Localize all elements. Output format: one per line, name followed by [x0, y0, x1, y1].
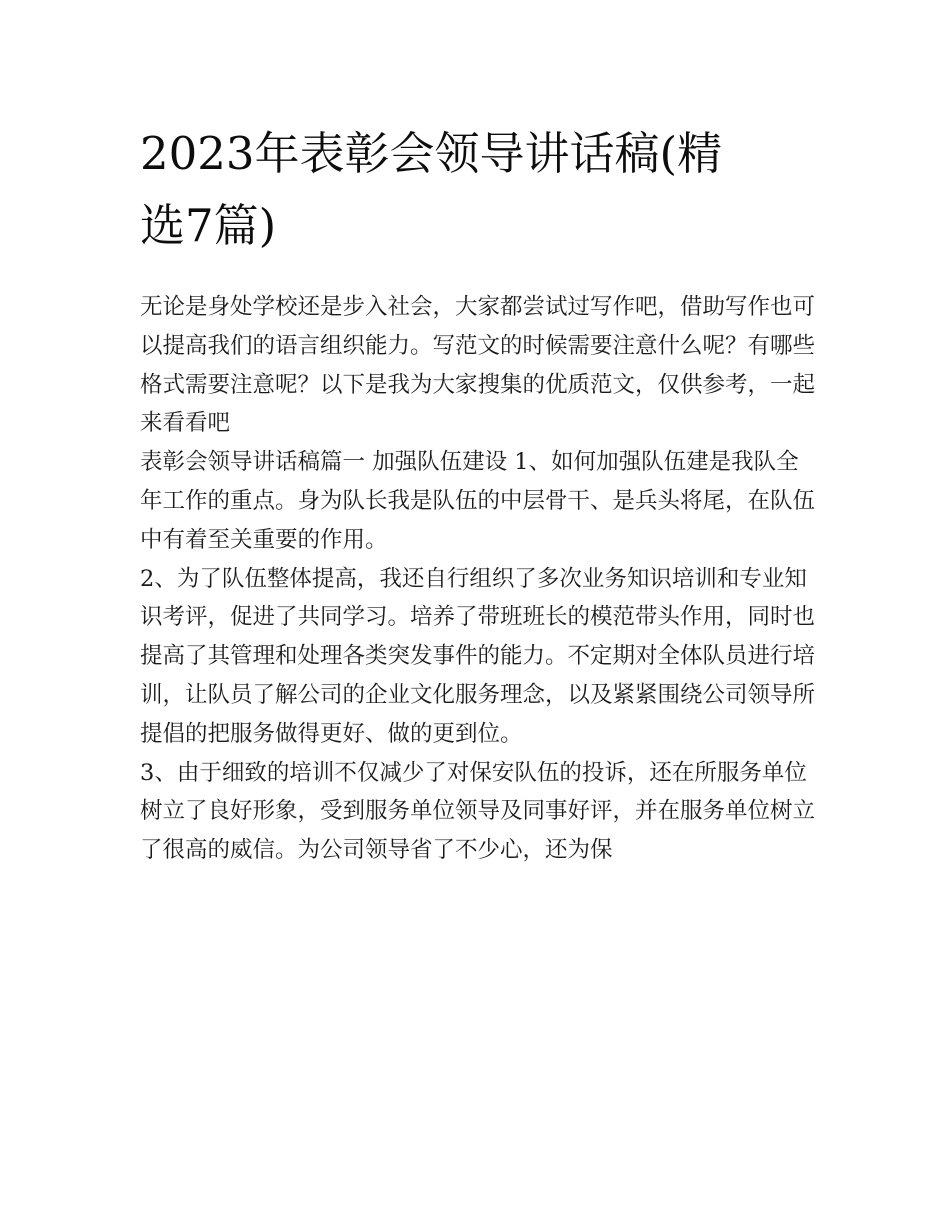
title-line-2: 选7篇) — [140, 199, 277, 252]
point-two-paragraph: 2、为了队伍整体提高，我还自行组织了多次业务知识培训和专业知识考评，促进了共同学习。培养了带班班长的模范带头作用，同时也提高了其管理和处理各类突发事件的能力。不定期对全体队员进行培训，让队员了解公司的企业文化服务理念，以及紧紧围绕公司领导所提倡的把服务做得更好、做的更到位。 — [140, 565, 816, 747]
document-body — [140, 288, 815, 870]
document-title — [140, 118, 820, 262]
intro-paragraph: 无论是身处学校还是步入社会，大家都尝试过写作吧，借助写作也可以提高我们的语言组织能力。写范文的时候需要注意什么呢？有哪些格式需要注意呢？以下是我为大家搜集的优质范文，仅供参考，一起来看看吧 — [140, 294, 816, 437]
section-one-paragraph: 表彰会领导讲话稿篇一 加强队伍建设 1、如何加强队伍建是我队全年工作的重点。身为队长我是队伍的中层骨干、是兵头将尾，在队伍中有着至关重要的作用。 — [140, 449, 816, 553]
title-line-1: 2023年表彰会领导讲话稿(精 — [140, 127, 723, 180]
point-three-paragraph: 3、由于细致的培训不仅减少了对保安队伍的投诉，还在所服务单位树立了良好形象，受到服务单位领导及同事好评，并在服务单位树立了很高的威信。为公司领导省了不少心，还为保 — [140, 759, 816, 864]
